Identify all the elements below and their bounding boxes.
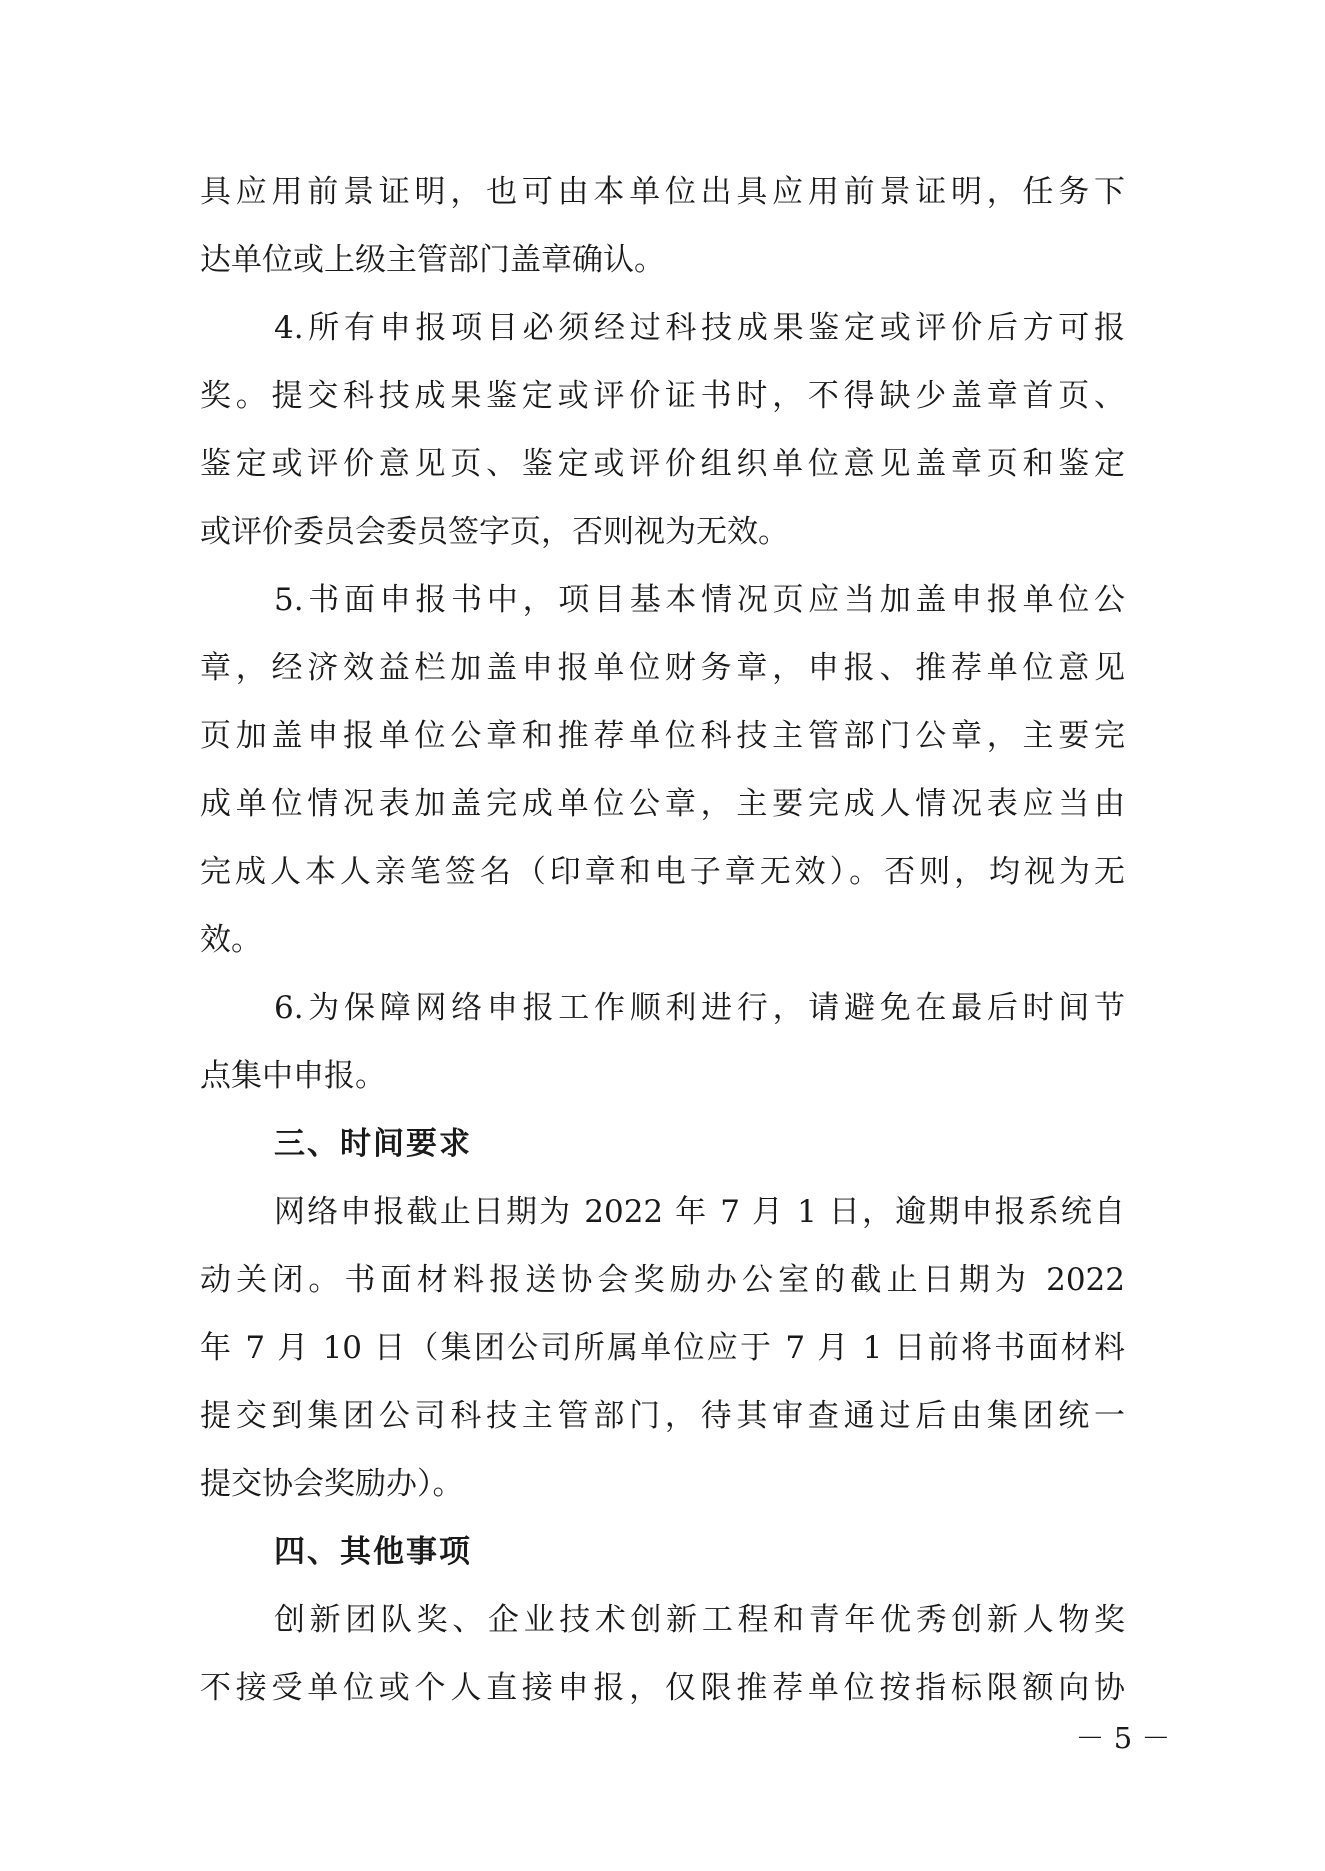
text-line: 网络申报截止日期为 2022 年 7 月 1 日，逾期申报系统自 (274, 1194, 1125, 1230)
text-line: 年 7 月 10 日（集团公司所属单位应于 7 月 1 日前将书面材料 (200, 1330, 1125, 1366)
section-heading: 四、其他事项 (274, 1534, 472, 1570)
text-line: 4.所有申报项目必须经过科技成果鉴定或评价后方可报 (274, 310, 1125, 346)
text-line: 效。 (200, 922, 262, 958)
text-line: 或评价委员会委员签字页，否则视为无效。 (200, 514, 789, 550)
text-line: 5.书面申报书中，项目基本情况页应当加盖申报单位公 (274, 582, 1125, 618)
text-line: 成单位情况表加盖完成单位公章，主要完成人情况表应当由 (200, 786, 1125, 822)
text-line: 具应用前景证明，也可由本单位出具应用前景证明，任务下 (200, 174, 1125, 210)
text-line: 动关闭。书面材料报送协会奖励办公室的截止日期为 2022 (200, 1262, 1125, 1298)
section-heading: 三、时间要求 (274, 1126, 472, 1162)
text-line: 不接受单位或个人直接申报，仅限推荐单位按指标限额向协 (200, 1670, 1125, 1706)
text-line: 达单位或上级主管部门盖章确认。 (200, 242, 665, 278)
text-line: 提交到集团公司科技主管部门，待其审查通过后由集团统一 (200, 1398, 1125, 1434)
text-line: 6.为保障网络申报工作顺利进行，请避免在最后时间节 (274, 990, 1125, 1026)
text-line: 奖。提交科技成果鉴定或评价证书时，不得缺少盖章首页、 (200, 378, 1125, 414)
text-line: 创新团队奖、企业技术创新工程和青年优秀创新人物奖 (274, 1602, 1125, 1638)
page-number: － 5 － (1075, 1721, 1171, 1755)
text-line: 提交协会奖励办）。 (200, 1466, 464, 1502)
text-line: 完成人本人亲笔签名（印章和电子章无效）。否则，均视为无 (200, 854, 1125, 890)
text-line: 页加盖申报单位公章和推荐单位科技主管部门公章，主要完 (200, 718, 1125, 754)
text-line: 鉴定或评价意见页、鉴定或评价组织单位意见盖章页和鉴定 (200, 446, 1125, 482)
text-line: 章，经济效益栏加盖申报单位财务章，申报、推荐单位意见 (200, 650, 1125, 686)
text-line: 点集中申报。 (200, 1058, 386, 1094)
